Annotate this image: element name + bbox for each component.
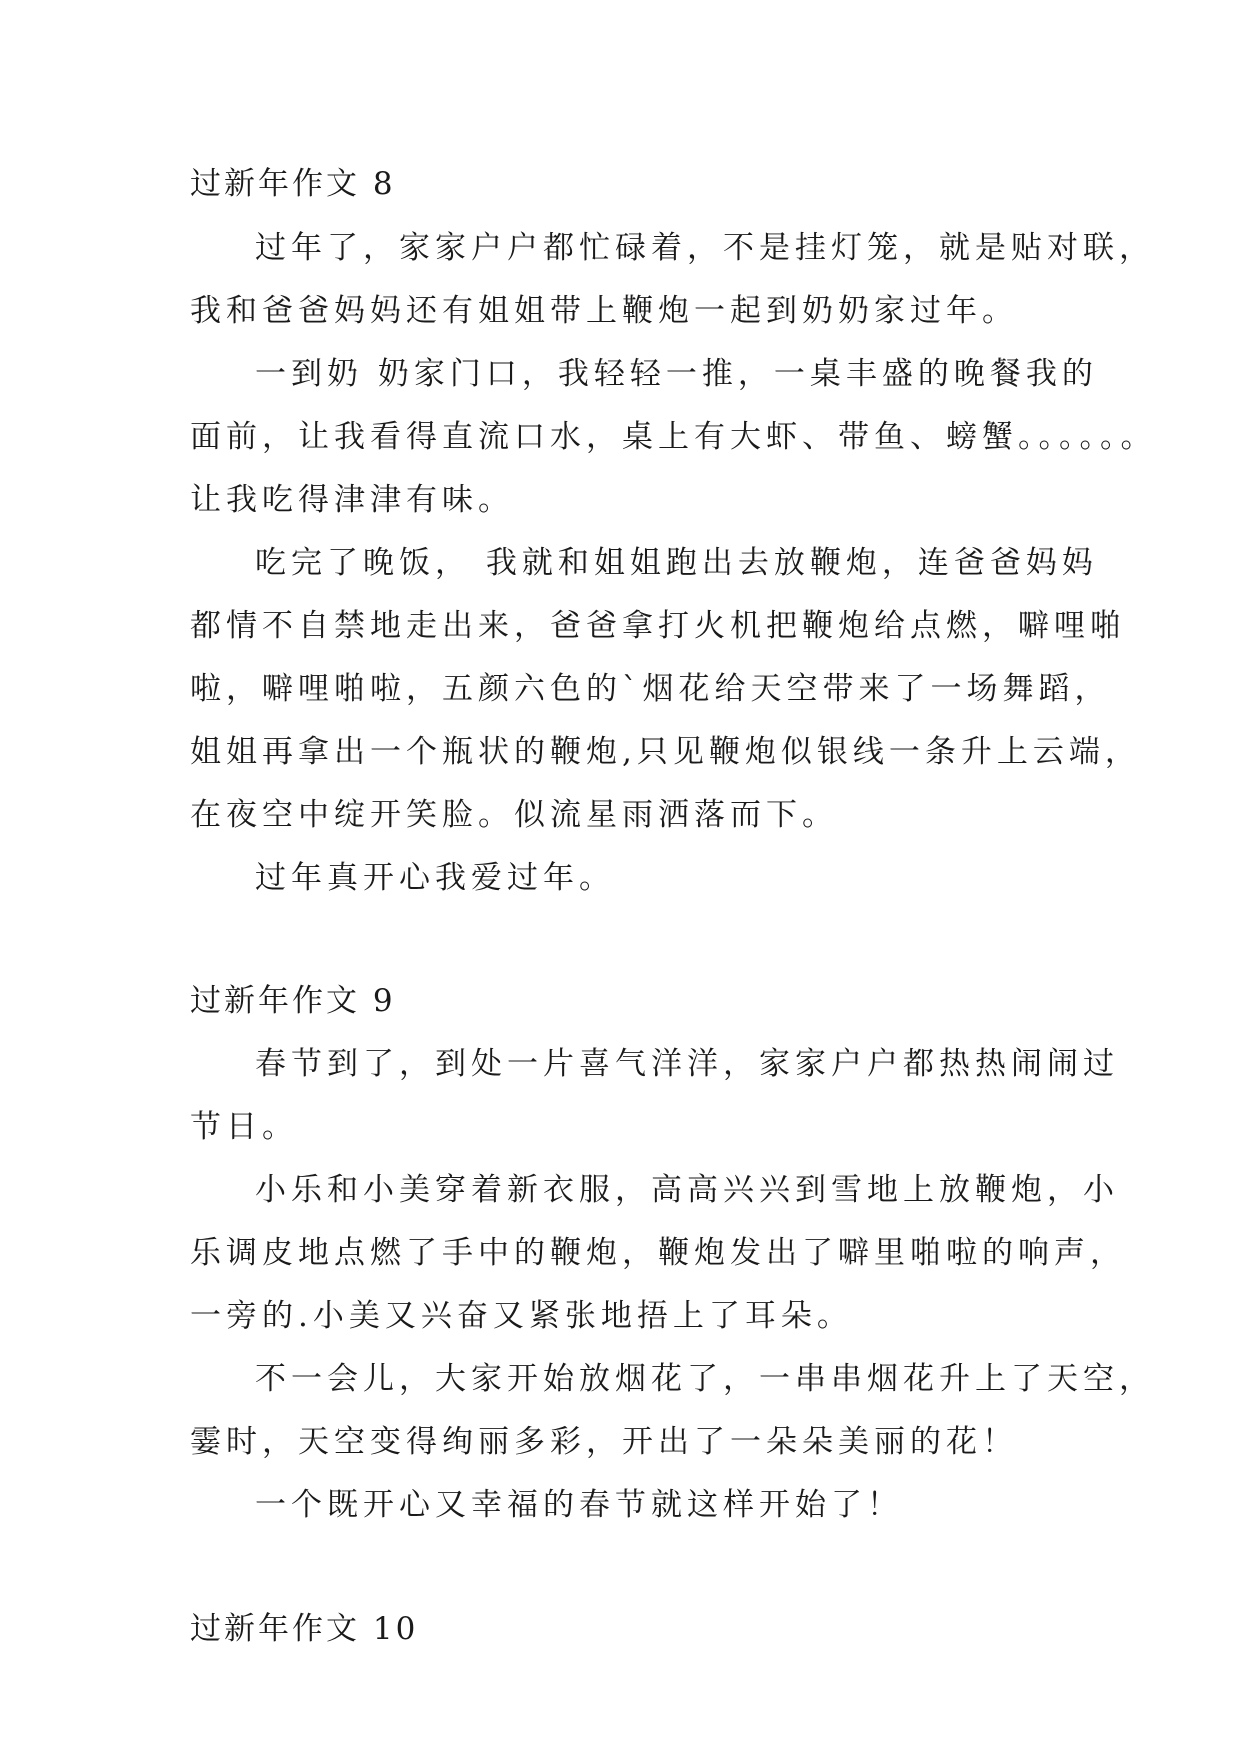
paragraph-line: 一个既开心又幸福的春节就这样开始了！ (255, 1487, 903, 1523)
section-title: 过新年作文 10 (190, 1611, 419, 1647)
paragraph-line: 一到奶 奶家门口，我轻轻一推，一桌丰盛的晚餐我的 (255, 356, 1098, 392)
paragraph-line: 都情不自禁地走出来，爸爸拿打火机把鞭炮给点燃，噼哩啪 (190, 608, 1126, 644)
paragraph-line: 姐姐再拿出一个瓶状的鞭炮,只见鞭炮似银线一条升上云端， (190, 734, 1141, 770)
section-title: 过新年作文 8 (190, 166, 396, 202)
paragraph-line: 小乐和小美穿着新衣服，高高兴兴到雪地上放鞭炮，小 (255, 1172, 1119, 1208)
paragraph-line: 霎时，天空变得绚丽多彩，开出了一朵朵美丽的花！ (190, 1424, 1018, 1460)
paragraph-line: 吃完了晚饭， 我就和姐姐跑出去放鞭炮，连爸爸妈妈 (255, 545, 1098, 581)
paragraph-line: 春节到了，到处一片喜气洋洋，家家户户都热热闹闹过 (255, 1046, 1119, 1082)
paragraph-line: 过年真开心我爱过年。 (255, 860, 615, 896)
paragraph-line: 面前，让我看得直流口水，桌上有大虾、带鱼、螃蟹。。。。。。 (190, 419, 1157, 455)
paragraph-line: 在夜空中绽开笑脸。似流星雨洒落而下。 (190, 797, 838, 833)
paragraph-line: 乐调皮地点燃了手中的鞭炮，鞭炮发出了噼里啪啦的响声， (190, 1235, 1126, 1271)
paragraph-line: 不一会儿，大家开始放烟花了，一串串烟花升上了天空， (255, 1361, 1155, 1397)
paragraph-line: 我和爸爸妈妈还有姐姐带上鞭炮一起到奶奶家过年。 (190, 293, 1018, 329)
paragraph-line: 一旁的.小美又兴奋又紧张地捂上了耳朵。 (190, 1298, 853, 1334)
section-title: 过新年作文 9 (190, 983, 396, 1019)
paragraph-line: 让我吃得津津有味。 (190, 482, 514, 518)
paragraph-line: 节日。 (190, 1109, 298, 1145)
paragraph-line: 过年了，家家户户都忙碌着，不是挂灯笼，就是贴对联， (255, 230, 1155, 266)
paragraph-line: 啦，噼哩啪啦，五颜六色的`烟花给天空带来了一场舞蹈， (190, 671, 1111, 707)
